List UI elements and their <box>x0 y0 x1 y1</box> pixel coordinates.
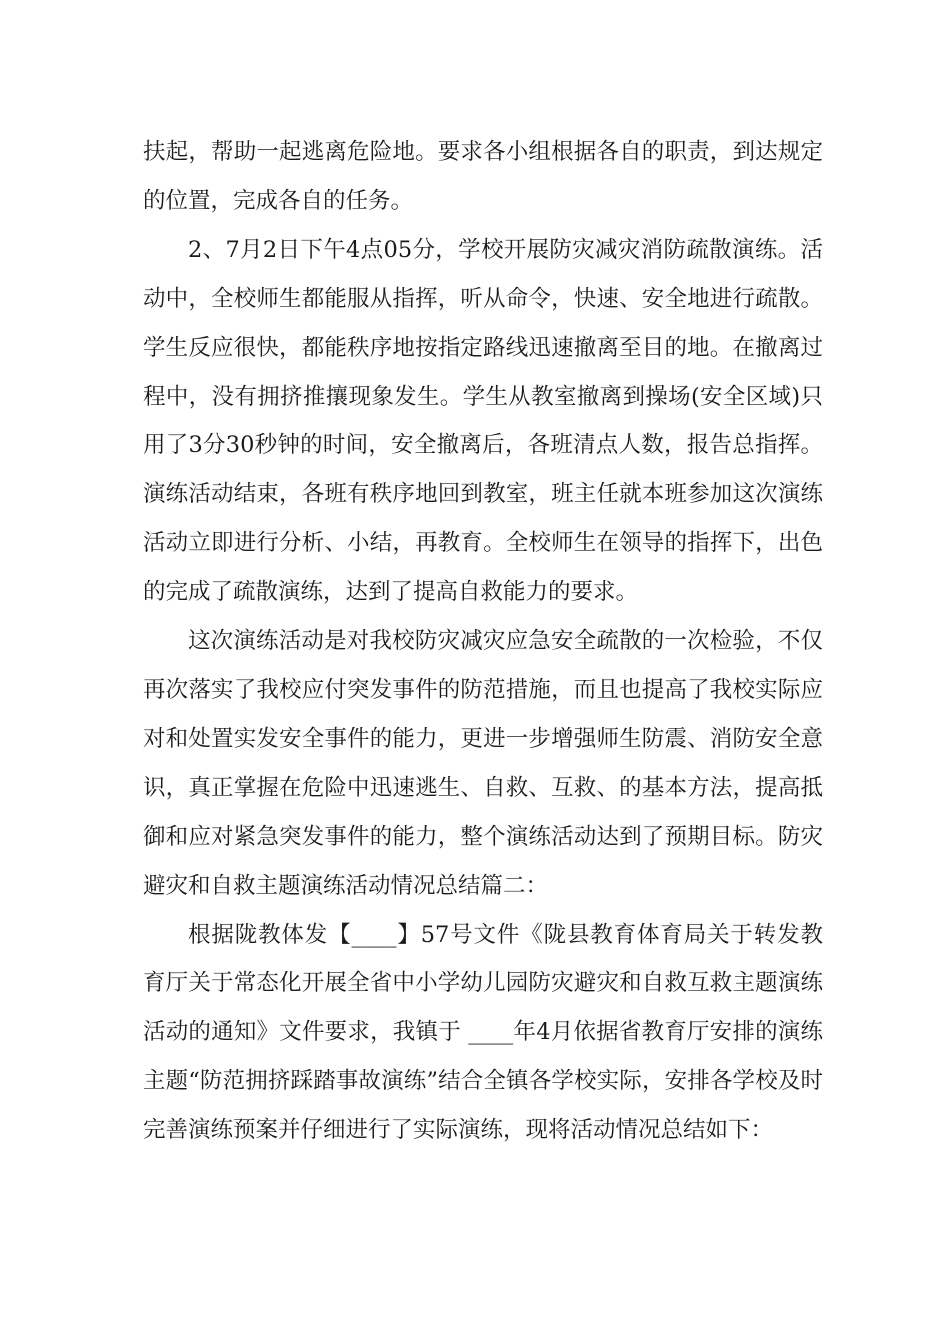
document-body <box>143 128 823 1155</box>
paragraph-2: 2、7月2日下午4点05分，学校开展防灾减灾消防疏散演练。活动中，全校师生都能服从指挥，听从命令，快速、安全地进行疏散。学生反应很快，都能秩序地按指定路线迅速撤离至目的地。在撤离过程中，没有拥挤推攘现象发生。学生从教室撤离到操场(安全区域)只用了3分30秒钟的时间，安全撤离后，各班清点人数，报告总指挥。演练活动结束，各班有秩序地回到教室，班主任就本班参加这次演练活动立即进行分析、小结，再教育。全校师生在领导的指挥下，出色的完成了疏散演练，达到了提高自救能力的要求。 <box>143 236 823 606</box>
paragraph-3: 这次演练活动是对我校防灾减灾应急安全疏散的一次检验，不仅再次落实了我校应付突发事件的防范措施，而且也提高了我校实际应对和处置实发安全事件的能力，更进一步增强师生防震、消防安全意识，真正掌握在危险中迅速逃生、自救、互救、的基本方法，提高抵御和应对紧急突发事件的能力，整个演练活动达到了预期目标。防灾避灾和自救主题演练活动情况总结篇二： <box>143 628 823 899</box>
paragraph-4: 根据陇教体发【____】57号文件《陇县教育体育局关于转发教育厅关于常态化开展全省中小学幼儿园防灾避灾和自救互救主题演练活动的通知》文件要求，我镇于 ____年4月依据省教育厅安排的演练主题“防范拥挤踩踏事故演练”结合全镇各学校实际，安排各学校及时完善演练预案并仔细进行了实际演练，现将活动情况总结如下： <box>143 921 823 1144</box>
paragraph-1: 扶起，帮助一起逃离危险地。要求各小组根据各自的职责，到达规定的位置，完成各自的任务。 <box>143 139 823 214</box>
